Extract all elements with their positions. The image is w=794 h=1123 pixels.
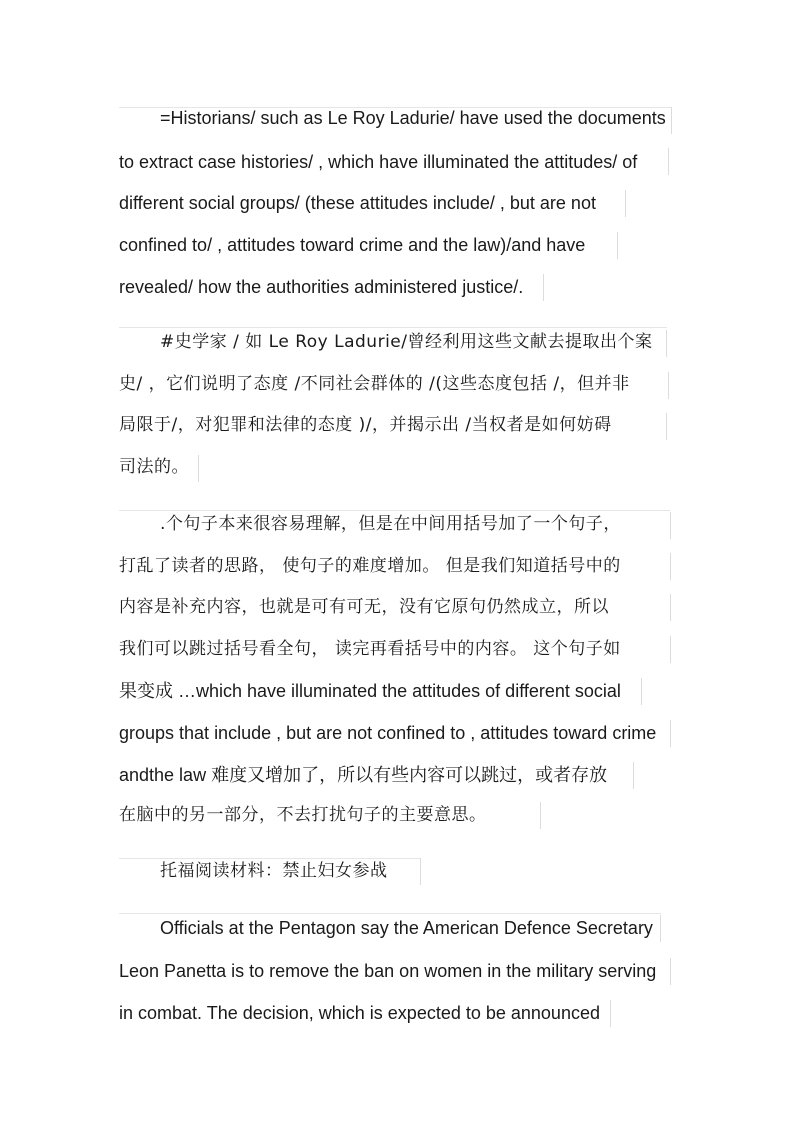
guide-line — [625, 190, 626, 217]
guide-line — [420, 858, 421, 885]
guide-line — [633, 762, 634, 789]
guide-line — [670, 636, 671, 663]
paragraph-line: 果变成 …which have illuminated the attitudes of different social — [119, 681, 621, 701]
paragraph-line: 史/ ，它们说明了态度 /不同社会群体的 /(这些态度包括 /，但并非 — [119, 374, 630, 394]
guide-line — [198, 455, 199, 482]
paragraph-line: confined to/ , attitudes toward crime and the law)/and have — [119, 235, 586, 255]
paragraph-line: revealed/ how the authorities administered justice/. — [119, 277, 524, 297]
paragraph-line: .个句子本来很容易理解，但是在中间用括号加了一个句子， — [160, 514, 621, 534]
guide-line — [660, 915, 661, 942]
guide-line — [670, 553, 671, 580]
guide-line — [119, 327, 667, 328]
guide-line — [670, 958, 671, 985]
paragraph-line: =Historians/ such as Le Roy Ladurie/ have used the documents — [160, 108, 666, 128]
paragraph-line: 局限于/，对犯罪和法律的态度 )/，并揭示出 /当权者是如何妨碍 — [119, 415, 612, 435]
guide-line — [119, 510, 670, 511]
guide-line — [666, 330, 667, 357]
paragraph-line: 我们可以跳过括号看全句， 读完再看括号中的内容。 这个句子如 — [119, 639, 621, 659]
paragraph-line: 打乱了读者的思路， 使句子的难度增加。 但是我们知道括号中的 — [119, 556, 621, 576]
guide-line — [666, 413, 667, 440]
paragraph-line: 内容是补充内容，也就是可有可无，没有它原句仍然成立，所以 — [119, 597, 609, 617]
paragraph-line: 在脑中的另一部分，不去打扰句子的主要意思。 — [119, 805, 487, 825]
guide-line — [119, 913, 661, 914]
paragraph-line: different social groups/ (these attitudes include/ , but are not — [119, 193, 596, 213]
paragraph-line: 司法的。 — [119, 457, 189, 477]
paragraph-line: in combat. The decision, which is expected to be announced — [119, 1003, 600, 1023]
guide-line — [540, 802, 541, 829]
section-heading: 托福阅读材料：禁止妇女参战 — [160, 861, 388, 881]
guide-line — [641, 678, 642, 705]
guide-line — [671, 107, 672, 134]
paragraph-line: Leon Panetta is to remove the ban on women in the military serving — [119, 961, 657, 981]
paragraph-line: andthe law 难度又增加了，所以有些内容可以跳过，或者存放 — [119, 765, 608, 785]
guide-line — [617, 232, 618, 259]
paragraph-line: to extract case histories/ , which have illuminated the attitudes/ of — [119, 152, 638, 172]
guide-line — [119, 858, 421, 859]
guide-line — [670, 512, 671, 539]
guide-line — [543, 274, 544, 301]
guide-line — [668, 372, 669, 399]
guide-line — [670, 594, 671, 621]
paragraph-line: groups that include , but are not confined to , attitudes toward crime — [119, 723, 657, 743]
paragraph-line: #史学家 / 如 Le Roy Ladurie/曾经利用这些文献去提取出个案 — [160, 332, 653, 352]
guide-line — [670, 720, 671, 747]
guide-line — [610, 1000, 611, 1027]
guide-line — [668, 148, 669, 175]
paragraph-line: Officials at the Pentagon say the American Defence Secretary — [160, 918, 653, 938]
